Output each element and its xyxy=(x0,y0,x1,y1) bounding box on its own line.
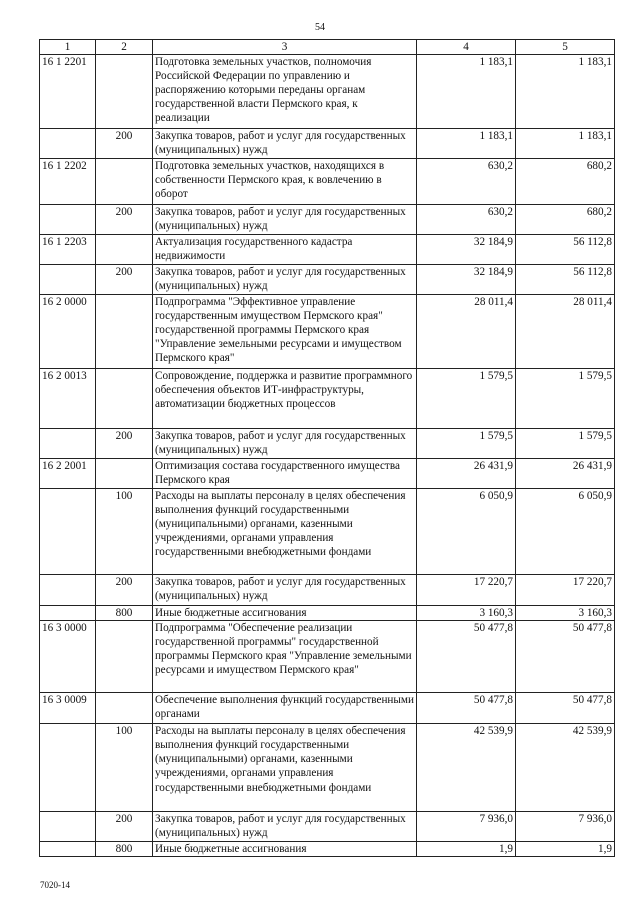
budget-table xyxy=(39,39,615,857)
row-value-col4: 1 579,5 xyxy=(417,369,516,429)
row-code xyxy=(40,575,96,606)
table-row xyxy=(40,295,615,369)
row-value-col5: 1 579,5 xyxy=(516,369,615,429)
table-row xyxy=(40,429,615,459)
table-row xyxy=(40,265,615,295)
row-name: Обеспечение выполнения функций государственными органами xyxy=(153,693,417,724)
row-value-col4: 1,9 xyxy=(417,842,516,857)
row-value-col5: 50 477,8 xyxy=(516,621,615,693)
page-number: 54 xyxy=(315,22,325,33)
row-value-col4: 6 050,9 xyxy=(417,489,516,575)
table-row xyxy=(40,724,615,812)
table-row xyxy=(40,489,615,575)
row-name: Иные бюджетные ассигнования xyxy=(153,842,417,857)
row-value-col5: 50 477,8 xyxy=(516,693,615,724)
header-col-1: 1 xyxy=(40,40,96,55)
row-value-col4: 1 183,1 xyxy=(417,55,516,129)
table-row xyxy=(40,235,615,265)
header-row xyxy=(40,40,615,55)
row-name: Расходы на выплаты персоналу в целях обеспечения выполнения функций государственными (муниципальными) органами, казенными учреждениями, органами управления государственными внебюджетными фондами xyxy=(153,489,417,575)
table-row xyxy=(40,842,615,857)
row-expense-type: 200 xyxy=(96,129,153,159)
row-expense-type: 200 xyxy=(96,205,153,235)
row-code: 16 1 2203 xyxy=(40,235,96,265)
row-expense-type: 800 xyxy=(96,842,153,857)
row-expense-type xyxy=(96,621,153,693)
row-value-col5: 56 112,8 xyxy=(516,235,615,265)
row-expense-type xyxy=(96,55,153,129)
row-value-col5: 1 579,5 xyxy=(516,429,615,459)
row-value-col4: 17 220,7 xyxy=(417,575,516,606)
row-name: Расходы на выплаты персоналу в целях обеспечения выполнения функций государственными (муниципальными) органами, казенными учреждениями, органами управления государственными внебюджетными фондами xyxy=(153,724,417,812)
table-row xyxy=(40,621,615,693)
row-expense-type: 100 xyxy=(96,724,153,812)
row-expense-type: 800 xyxy=(96,606,153,621)
row-value-col5: 56 112,8 xyxy=(516,265,615,295)
row-value-col5: 7 936,0 xyxy=(516,812,615,842)
row-name: Закупка товаров, работ и услуг для государственных (муниципальных) нужд xyxy=(153,129,417,159)
row-value-col5: 1 183,1 xyxy=(516,129,615,159)
row-value-col5: 3 160,3 xyxy=(516,606,615,621)
row-expense-type xyxy=(96,295,153,369)
row-name: Закупка товаров, работ и услуг для государственных (муниципальных) нужд xyxy=(153,812,417,842)
row-expense-type xyxy=(96,369,153,429)
row-expense-type xyxy=(96,159,153,205)
row-value-col4: 7 936,0 xyxy=(417,812,516,842)
row-code xyxy=(40,205,96,235)
row-expense-type xyxy=(96,693,153,724)
header-col-5: 5 xyxy=(516,40,615,55)
row-value-col4: 50 477,8 xyxy=(417,693,516,724)
row-value-col5: 28 011,4 xyxy=(516,295,615,369)
row-code: 16 3 0000 xyxy=(40,621,96,693)
row-value-col5: 680,2 xyxy=(516,205,615,235)
row-expense-type: 100 xyxy=(96,489,153,575)
row-name: Подпрограмма "Эффективное управление государственным имуществом Пермского края" государственной программы Пермского края "Управление земельными ресурсами и имуществом Пермского края" xyxy=(153,295,417,369)
row-value-col4: 32 184,9 xyxy=(417,235,516,265)
table-row xyxy=(40,159,615,205)
header-col-4: 4 xyxy=(417,40,516,55)
table-row xyxy=(40,129,615,159)
table-row xyxy=(40,812,615,842)
row-value-col4: 1 183,1 xyxy=(417,129,516,159)
row-name: Подготовка земельных участков, полномочия Российской Федерации по управлению и распоряжению которыми переданы органам государственной власти Пермского края, к реализации xyxy=(153,55,417,129)
row-value-col4: 630,2 xyxy=(417,205,516,235)
row-expense-type: 200 xyxy=(96,575,153,606)
row-value-col4: 42 539,9 xyxy=(417,724,516,812)
row-value-col5: 1,9 xyxy=(516,842,615,857)
table-row xyxy=(40,606,615,621)
row-name: Подготовка земельных участков, находящихся в собственности Пермского края, к вовлечению в оборот xyxy=(153,159,417,205)
row-expense-type xyxy=(96,459,153,489)
footer-code: 7020-14 xyxy=(40,880,70,890)
table-row xyxy=(40,205,615,235)
row-name: Закупка товаров, работ и услуг для государственных (муниципальных) нужд xyxy=(153,575,417,606)
row-name: Актуализация государственного кадастра недвижимости xyxy=(153,235,417,265)
row-expense-type: 200 xyxy=(96,429,153,459)
row-value-col5: 680,2 xyxy=(516,159,615,205)
row-code xyxy=(40,842,96,857)
row-code: 16 3 0009 xyxy=(40,693,96,724)
row-code xyxy=(40,129,96,159)
row-code xyxy=(40,429,96,459)
header-col-3: 3 xyxy=(153,40,417,55)
row-name: Закупка товаров, работ и услуг для государственных (муниципальных) нужд xyxy=(153,265,417,295)
row-name: Закупка товаров, работ и услуг для государственных (муниципальных) нужд xyxy=(153,429,417,459)
row-code xyxy=(40,489,96,575)
row-code xyxy=(40,812,96,842)
row-value-col4: 50 477,8 xyxy=(417,621,516,693)
row-value-col5: 26 431,9 xyxy=(516,459,615,489)
row-value-col4: 26 431,9 xyxy=(417,459,516,489)
row-code: 16 1 2201 xyxy=(40,55,96,129)
row-code: 16 2 2001 xyxy=(40,459,96,489)
row-value-col4: 630,2 xyxy=(417,159,516,205)
table-row xyxy=(40,369,615,429)
row-name: Оптимизация состава государственного имущества Пермского края xyxy=(153,459,417,489)
table-row xyxy=(40,55,615,129)
row-code: 16 2 0013 xyxy=(40,369,96,429)
row-name: Подпрограмма "Обеспечение реализации государственной программы" государственной программы Пермского края "Управление земельными ресурсами и имуществом Пермского края" xyxy=(153,621,417,693)
table-row xyxy=(40,459,615,489)
row-expense-type: 200 xyxy=(96,265,153,295)
row-name: Сопровождение, поддержка и развитие программного обеспечения объектов ИТ-инфраструктуры, автоматизации бюджетных процессов xyxy=(153,369,417,429)
row-value-col5: 1 183,1 xyxy=(516,55,615,129)
row-value-col5: 42 539,9 xyxy=(516,724,615,812)
row-code xyxy=(40,724,96,812)
row-expense-type xyxy=(96,235,153,265)
row-name: Закупка товаров, работ и услуг для государственных (муниципальных) нужд xyxy=(153,205,417,235)
row-value-col4: 3 160,3 xyxy=(417,606,516,621)
row-value-col4: 32 184,9 xyxy=(417,265,516,295)
table-row xyxy=(40,693,615,724)
table-row xyxy=(40,575,615,606)
row-code: 16 2 0000 xyxy=(40,295,96,369)
row-code xyxy=(40,606,96,621)
header-col-2: 2 xyxy=(96,40,153,55)
row-value-col5: 17 220,7 xyxy=(516,575,615,606)
row-code: 16 1 2202 xyxy=(40,159,96,205)
row-name: Иные бюджетные ассигнования xyxy=(153,606,417,621)
row-value-col5: 6 050,9 xyxy=(516,489,615,575)
row-value-col4: 28 011,4 xyxy=(417,295,516,369)
row-expense-type: 200 xyxy=(96,812,153,842)
row-value-col4: 1 579,5 xyxy=(417,429,516,459)
row-code xyxy=(40,265,96,295)
